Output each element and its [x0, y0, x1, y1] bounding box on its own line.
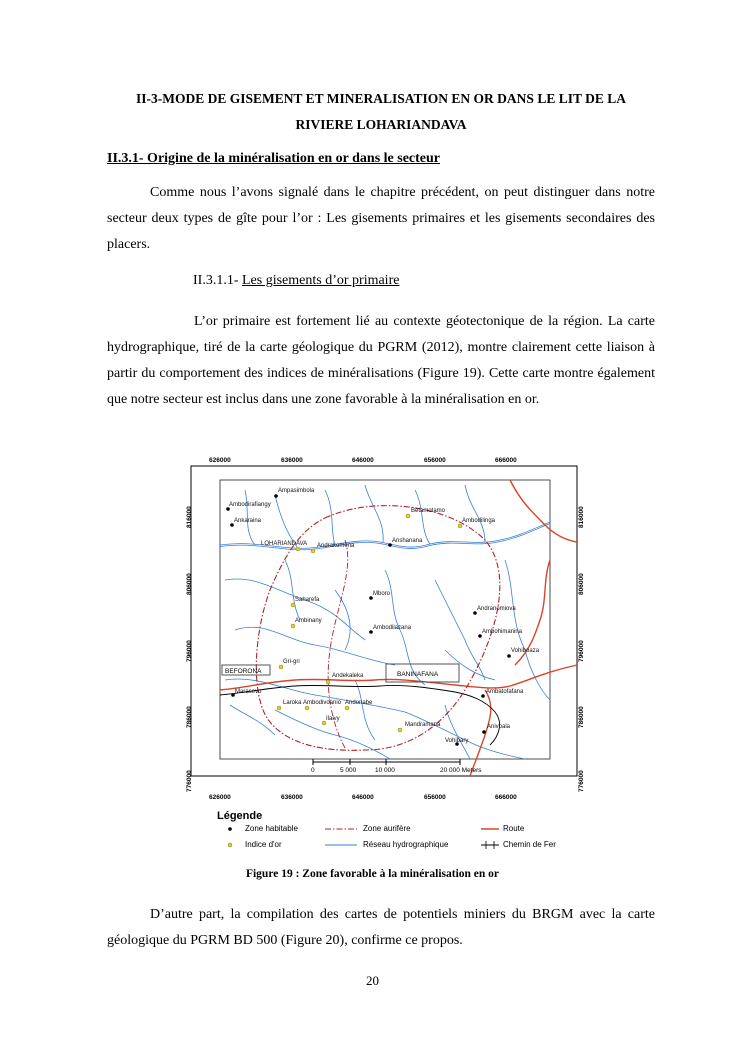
place-label: Mandramana — [405, 722, 441, 728]
gold-indice-marker — [277, 706, 281, 710]
top-tick-label: 636000 — [281, 457, 303, 464]
gold-indice-marker — [279, 665, 283, 669]
bottom-tick-label: 666000 — [495, 794, 517, 801]
place-label: Ampasimbola — [278, 488, 315, 494]
gold-indice-marker — [296, 547, 300, 551]
place-label: Vohiboaza — [511, 648, 540, 654]
legend-habitable-symbol — [228, 827, 232, 831]
legend-indice-label: Indice d'or — [245, 840, 282, 849]
place-label: Andrakomena — [317, 543, 355, 549]
place-label: Ambodivoanio — [303, 700, 342, 706]
place-label: Ambatofafana — [486, 689, 524, 695]
left-tick-label: 796000 — [186, 640, 193, 662]
right-tick-label: 786000 — [578, 706, 585, 728]
place-label: Ambodirafiangy — [229, 502, 271, 508]
legend-river-label: Réseau hydrographique — [363, 840, 449, 849]
paragraph-3: D’autre part, la compilation des cartes de potentiels miniers du BRGM avec la carte géologique du PGRM BD 500 (Figure 20), confirme ce propos. — [107, 907, 655, 948]
place-label: Anivoala — [487, 724, 511, 730]
paragraph-2: L’or primaire est fortement lié au contexte géotectonique de la région. La carte hydrographique, tiré de la carte géologique du PGRM (2012), montre clairement cette liaison à partir du comportement des indices de minéralisations (Figure 19). Cette carte montre également que notre secteur est inclus dans une zone favorable à la minéralisation en or. — [107, 314, 655, 407]
place-label: LOHARIANDAVA — [261, 541, 308, 547]
place-label: Ambinany — [295, 618, 322, 624]
gold-indice-marker — [406, 514, 410, 518]
place-label: Ilaivy — [326, 716, 340, 722]
left-tick-label: 816000 — [186, 506, 193, 528]
gold-indice-marker — [291, 603, 295, 607]
paragraph-1: Comme nous l’avons signalé dans le chapitre précédent, on peut distinguer dans notre secteur deux types de gîte pour l’or : Les gisements primaires et les gisements secondaires des placers. — [107, 185, 655, 252]
gold-indice-marker — [345, 706, 349, 710]
legend-title: Légende — [217, 810, 263, 822]
section-title: II.3.1- Origine de la minéralisation en or dans le secteur — [107, 151, 440, 166]
top-tick-label: 646000 — [352, 457, 374, 464]
gold-indice-marker — [311, 549, 315, 553]
top-tick-label: 666000 — [495, 457, 517, 464]
scale-label: 0 — [311, 767, 315, 774]
bottom-tick-label: 636000 — [281, 794, 303, 801]
place-label: Anshanana — [392, 538, 423, 544]
map-svg — [185, 450, 585, 860]
gold-indice-marker — [458, 524, 462, 528]
right-tick-label: 806000 — [578, 573, 585, 595]
place-label: Saharefa — [295, 597, 320, 603]
scale-label: 20 000 Meters — [440, 767, 482, 774]
gold-indice-marker — [305, 706, 309, 710]
zone-habitable-marker — [482, 730, 486, 734]
legend-road-label: Route — [503, 824, 525, 833]
legend-habitable-label: Zone habitable — [245, 824, 298, 833]
top-tick-label: 656000 — [424, 457, 446, 464]
place-label: Mboro — [373, 591, 391, 597]
bottom-tick-label: 656000 — [424, 794, 446, 801]
right-tick-label: 816000 — [578, 506, 585, 528]
subsection-number: II.3.1.1- — [193, 273, 242, 288]
left-tick-label: 806000 — [186, 573, 193, 595]
legend-indice-symbol — [228, 843, 232, 847]
legend-zone-label: Zone aurifère — [363, 824, 411, 833]
left-tick-label: 786000 — [186, 706, 193, 728]
right-tick-label: 776000 — [578, 770, 585, 792]
left-tick-label: 776000 — [186, 770, 193, 792]
baninafana-label: BANINAFANA — [397, 671, 439, 678]
zone-habitable-marker — [507, 654, 511, 658]
map-legend — [217, 810, 556, 849]
place-label: Ambodilinga — [462, 518, 496, 524]
subsection-label: Les gisements d’or primaire — [242, 273, 400, 288]
scale-label: 5 000 — [340, 767, 357, 774]
place-label: Ankaraina — [234, 518, 262, 524]
place-label: Gri-gri — [283, 659, 300, 665]
place-label: Andonabe — [345, 700, 373, 706]
gold-indice-marker — [326, 680, 330, 684]
gold-indice-marker — [398, 728, 402, 732]
bottom-tick-label: 646000 — [352, 794, 374, 801]
page-number: 20 — [366, 973, 379, 988]
place-label: Andekaleka — [332, 673, 364, 679]
zone-habitable-marker — [481, 694, 485, 698]
bottom-tick-label: 626000 — [209, 794, 231, 801]
figure-caption: Figure 19 : Zone favorable à la minéralisation en or — [245, 868, 500, 880]
place-label: Ambodilazana — [373, 625, 412, 631]
place-label: Betamotamo — [411, 508, 446, 514]
scale-label: 10 000 — [375, 767, 395, 774]
chapter-heading-line2: RIVIERE LOHARIANDAVA — [295, 117, 467, 132]
map-inner-frame — [220, 480, 550, 759]
zone-habitable-marker — [274, 494, 278, 498]
beforona-label: BEFORONA — [225, 668, 262, 675]
place-label: Andranomiova — [477, 606, 516, 612]
right-tick-label: 796000 — [578, 640, 585, 662]
top-tick-label: 626000 — [209, 457, 231, 464]
place-label: Vohibary — [445, 738, 469, 744]
place-label: Ambohimanina — [482, 629, 523, 635]
place-label: Laroka — [283, 700, 302, 706]
subsection-title — [193, 273, 399, 289]
chapter-heading-line1: II-3-MODE DE GISEMENT ET MINERALISATION EN OR DANS LE LIT DE LA — [136, 91, 626, 106]
legend-rail-label: Chemin de Fer — [503, 840, 556, 849]
gold-indice-marker — [291, 624, 295, 628]
place-label: Marasevo — [235, 689, 262, 695]
hydrographic-map-figure — [185, 450, 585, 860]
